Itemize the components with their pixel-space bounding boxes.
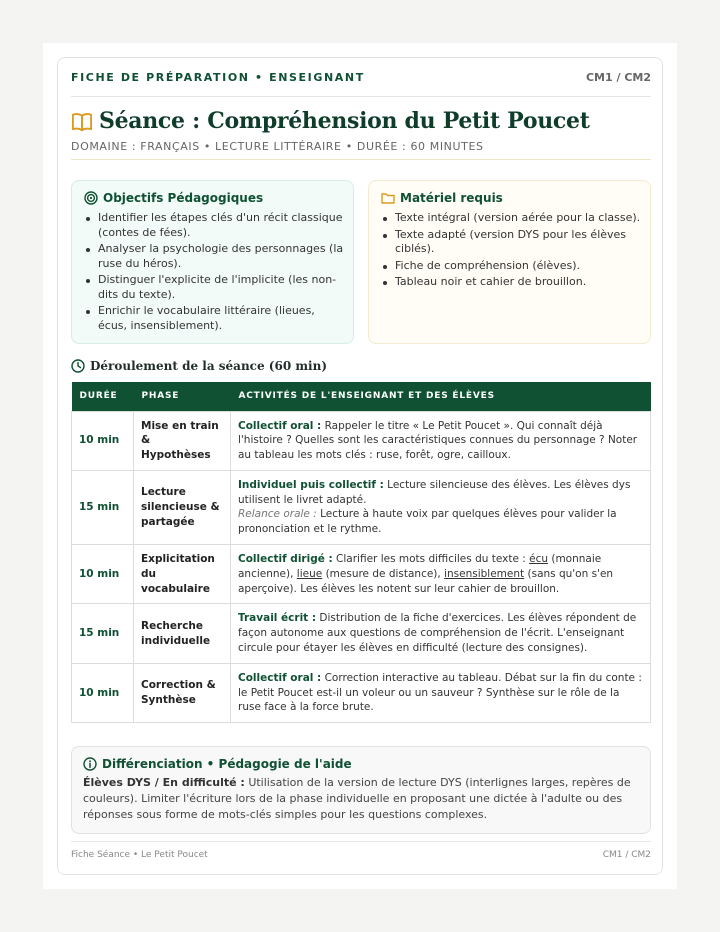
target-icon [84, 191, 98, 205]
materials-box [368, 180, 651, 344]
material-item: Texte intégral (version aérée pour la classe). [381, 211, 642, 226]
differentiation-lead: Élèves DYS / En difficulté : [83, 776, 245, 789]
info-icon [83, 757, 97, 771]
book-open-icon [71, 112, 93, 132]
duration-cell: 15 min [72, 470, 134, 544]
activity-lead: Collectif oral : [238, 671, 322, 684]
page-sheet [43, 43, 677, 889]
phase-cell: Lecture silencieuse & partagée [134, 470, 231, 544]
domain-line: DOMAINE : FRANÇAIS • LECTURE LITTÉRAIRE • DURÉE : 60 MINUTES [71, 140, 651, 160]
activity-text: (sans qu'on s'en aperçoive). Les élèves les notent sur leur cahier de brouillon. [238, 567, 614, 595]
header-label: FICHE DE PRÉPARATION • ENSEIGNANT [71, 71, 365, 84]
header-bar [71, 71, 651, 97]
objective-item: Enrichir le vocabulaire littéraire (lieues, écus, insensiblement). [84, 304, 345, 333]
objective-item: Distinguer l'explicite de l'implicite (les non-dits du texte). [84, 273, 345, 302]
schedule-table [71, 382, 651, 723]
folder-icon [381, 191, 395, 205]
phase-cell: Correction & Synthèse [134, 663, 231, 722]
differentiation-title: Différenciation • Pédagogie de l'aide [102, 757, 352, 771]
objectives-heading [84, 191, 263, 205]
phase-cell: Recherche individuelle [134, 604, 231, 663]
activity-note-text: Lecture à haute voix par quelques élèves pour valider la prononciation et le rythme. [238, 508, 617, 536]
phase-cell: Mise en train & Hypothèses [134, 411, 231, 470]
material-item: Texte adapté (version DYS pour les élèves ciblés). [381, 228, 642, 257]
activity-text: (monnaie ancienne), [238, 553, 602, 580]
activity-text: Distribution de la fiche d'exercices. Les élèves répondent de façon autonome aux questions de compréhension de l'écrit. L'enseignant circule pour étayer les élèves en difficulté (lecture des consignes). [238, 612, 637, 655]
footer [71, 841, 651, 863]
material-item: Tableau noir et cahier de brouillon. [381, 275, 642, 290]
vocab-word: écu [529, 553, 549, 566]
table-row [72, 604, 651, 663]
duration-cell: 10 min [72, 411, 134, 470]
differentiation-text [83, 775, 640, 823]
duration-cell: 10 min [72, 663, 134, 722]
column-header: DURÉE [72, 382, 134, 411]
table-row [72, 663, 651, 722]
duration-cell: 10 min [72, 545, 134, 604]
phase-cell: Explicitation du vocabulaire [134, 545, 231, 604]
activity-note-label: Relance orale : [238, 508, 317, 521]
material-item: Fiche de compréhension (élèves). [381, 259, 642, 274]
differentiation-box [71, 746, 651, 834]
activity-cell [231, 470, 651, 544]
table-row [72, 411, 651, 470]
schedule-title: Déroulement de la séance (60 min) [90, 359, 327, 373]
activity-cell [231, 663, 651, 722]
differentiation-body: Utilisation de la version de lecture DYS (interlignes larges, repères de couleurs). Limiter l'écriture lors de la phase individuelle en proposant une dictée à l'adulte ou des réponses sous forme de mots-clés simples pour les questions complexes. [83, 776, 631, 821]
materials-title: Matériel requis [400, 191, 503, 205]
schedule-heading [71, 359, 327, 373]
vocab-word: lieue [296, 567, 323, 580]
activity-text: Rappeler le titre « Le Petit Poucet ». Qui connaît déjà l'histoire ? Quelles sont les caractéristiques connues du personnage ? Noter au tableau les mots clés : ruse, forêt, ogre, cailloux. [238, 419, 638, 462]
activity-cell [231, 604, 651, 663]
activity-text: Lecture silencieuse des élèves. Les élèves dys utilisent le livret adapté. [238, 478, 631, 506]
objective-item: Identifier les étapes clés d'un récit classique (contes de fées). [84, 211, 345, 240]
footer-left: Fiche Séance • Le Petit Poucet [71, 850, 208, 860]
activity-cell [231, 411, 651, 470]
table-header-row [72, 382, 651, 411]
materials-heading [381, 191, 503, 205]
activity-text: (mesure de distance), [325, 567, 441, 580]
activity-lead: Collectif dirigé : [238, 553, 333, 566]
activity-lead: Individuel puis collectif : [238, 478, 384, 491]
lesson-card [57, 57, 663, 875]
column-header: ACTIVITÉS DE L'ENSEIGNANT ET DES ÉLÈVES [231, 382, 651, 411]
clock-icon [71, 359, 85, 373]
title-row [71, 108, 651, 140]
footer-right: CM1 / CM2 [602, 850, 651, 860]
table-row [72, 470, 651, 544]
objectives-box [71, 180, 354, 344]
page-title: Séance : Compréhension du Petit Poucet [99, 108, 590, 134]
objectives-title: Objectifs Pédagogiques [103, 191, 264, 205]
vocab-word: insensiblement [444, 567, 525, 580]
table-row [72, 545, 651, 604]
materials-list [381, 211, 642, 292]
objectives-list [84, 211, 345, 335]
duration-cell: 15 min [72, 604, 134, 663]
activity-cell [231, 545, 651, 604]
column-header: PHASE [134, 382, 231, 411]
activity-text: Correction interactive au tableau. Débat sur la fin du conte : le Petit Poucet est-il un voleur ou un sauveur ? Synthèse sur le rôle de la ruse face à la force brute. [238, 671, 642, 714]
activity-text: Clarifier les mots difficiles du texte : [336, 553, 526, 566]
differentiation-heading [83, 757, 352, 771]
objective-item: Analyser la psychologie des personnages (la ruse du héros). [84, 242, 345, 271]
activity-lead: Collectif oral : [238, 419, 322, 432]
activity-lead: Travail écrit : [238, 612, 317, 625]
header-level: CM1 / CM2 [585, 71, 651, 84]
